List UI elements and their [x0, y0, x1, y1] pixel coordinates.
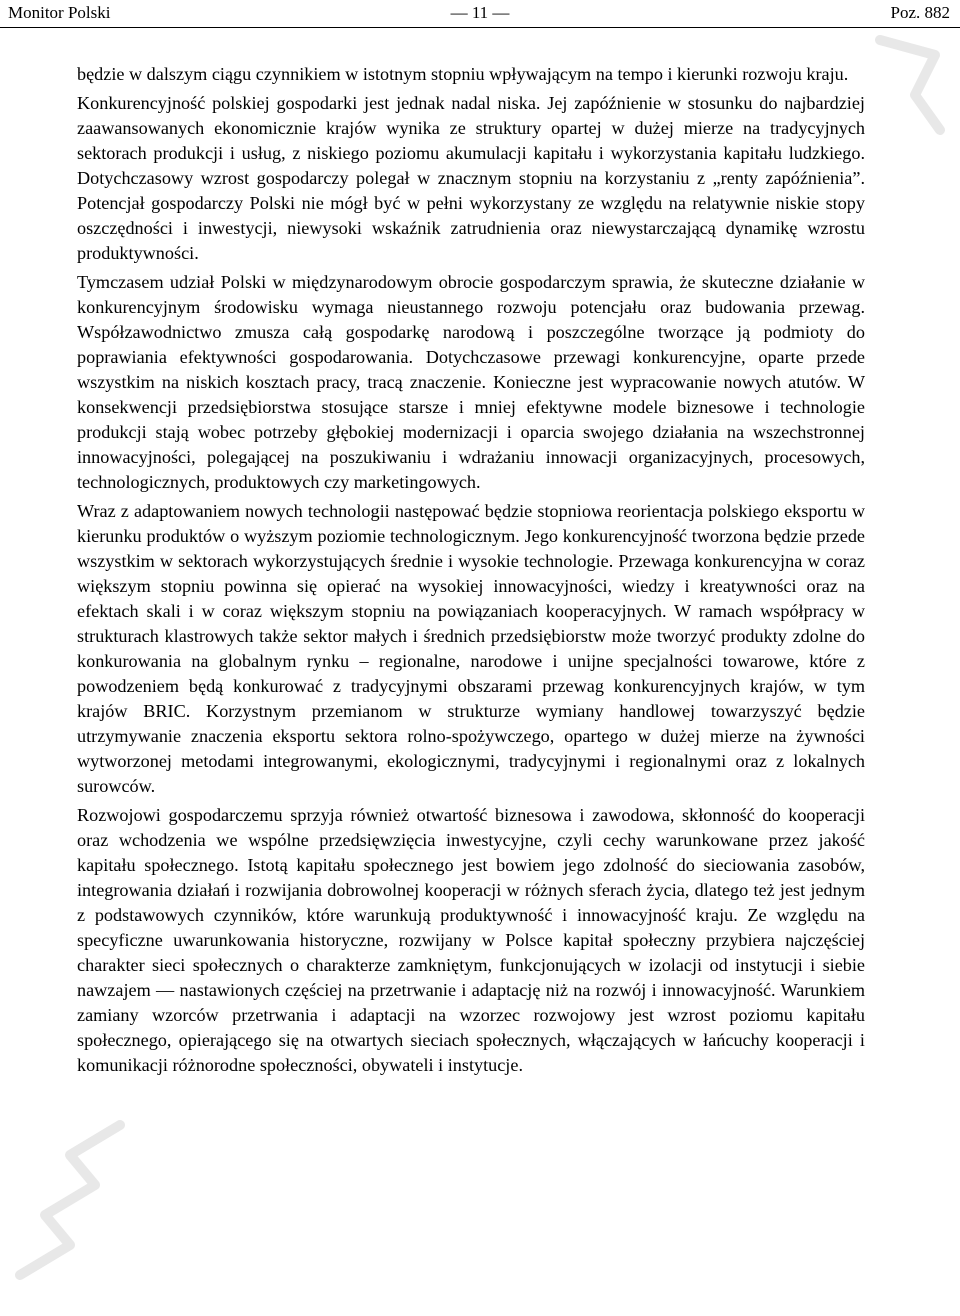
page-header [0, 0, 960, 30]
position-number: Poz. 882 [890, 3, 950, 22]
paragraph-2: Konkurencyjność polskiej gospodarki jest jednak nadal niska. Jej zapóźnienie w stosunku do najbardziej zaawansowanych ekonomicznie krajów wynika ze struktury opartej w dużej mierze na tradycyjnych sektorach produkcji i usług, z niskiego poziomu akumulacji kapitału i wykorzystania kapitału ludzkiego. Dotychczasowy wzrost gospodarczy polegał w znacznym stopniu na korzystaniu z „renty zapóźnienia”. Potencjał gospodarczy Polski nie mógł być w pełni wykorzystany ze względu na relatywnie niskie stopy oszczędności i inwestycji, niewysoki wskaźnik zatrudnienia oraz niewystarczającą dynamikę wzrostu produktywności. [77, 93, 865, 263]
publication-title: Monitor Polski [8, 3, 111, 22]
paragraph-5: Rozwojowi gospodarczemu sprzyja również otwartość biznesowa i zawodowa, skłonność do kooperacji oraz wchodzenia we wspólne przedsięwzięcia inwestycyjne, czyli cechy warunkowane przez jakość kapitału społecznego. Istotą kapitału społecznego jest bowiem jego zdolność do sieciowania zasobów, integrowania działań i rozwijania dobrowolnej kooperacji w różnych sferach życia, dlatego też jest jednym z podstawowych czynników, które warunkują produktywność i innowacyjność kraju. Ze względu na specyficzne uwarunkowania historyczne, rozwijany w Polsce kapitał społeczny przybiera najczęściej charakter sieci społecznych o charakterze zamkniętym, funkcjonujących w izolacji od instytucji i siebie nawzajem — nastawionych częściej na przetrwanie i adaptację niż na rozwój i innowacyjność. Warunkiem zamiany wzorców przetrwania i adaptacji na wzorzec rozwojowy jest wzrost poziomu kapitału społecznego, opierającego się na otwartych sieciach społecznych, włączających w łańcuchy kooperacji i komunikacji różnorodne społeczności, obywateli i instytucje. [77, 805, 865, 1075]
paragraph-1: będzie w dalszym ciągu czynnikiem w istotnym stopniu wpływającym na tempo i kierunki rozwoju kraju. [77, 64, 849, 84]
document-body [77, 62, 865, 1082]
paragraph-4: Wraz z adaptowaniem nowych technologii następować będzie stopniowa reorientacja polskiego eksportu w kierunku produktów o wyższym poziomie technologicznym. Jego konkurencyjność tworzona będzie przede wszystkim w sektorach wykorzystujących średnie i wysokie technologie. Przewaga konkurencyjna w coraz większym stopniu powinna się opierać na wysokiej innowacyjności, wiedzy i kreatywności oraz na efektach skali i w coraz większym stopniu na powiązaniach kooperacyjnych. W ramach współpracy w strukturach klastrowych także sektor małych i średnich przedsiębiorstw może tworzyć produkty zdolne do konkurowania na globalnym rynku – regionalne, narodowe i unijne specjalności towarowe, które z powodzeniem będą konkurować z tradycyjnymi obszarami przewag konkurencyjnych krajów, w tym krajów BRIC. Korzystnym przemianom w strukturze wymiany handlowej towarzyszyć będzie utrzymywanie znaczenia eksportu sektora rolno-spożywczego, opartego w dużej mierze na żywności wytworzonej metodami integrowanymi, ekologicznymi, tradycyjnymi i regionalnymi oraz z lokalnych surowców. [77, 501, 865, 796]
paragraph-3: Tymczasem udział Polski w międzynarodowym obrocie gospodarczym sprawia, że skuteczne działanie w konkurencyjnym środowisku wymaga nieustannego rozwoju potencjału oraz budowania przewag. Współzawodnictwo zmusza całą gospodarkę narodową i poszczególne tworzące ją podmioty do poprawiania efektywności gospodarowania. Dotychczasowe przewagi konkurencyjne, oparte przede wszystkim na niskich kosztach pracy, tracą znaczenie. Konieczne jest wypracowanie nowych atutów. W konsekwencji przedsiębiorstwa stosujące starsze i mniej efektywne modele biznesowe i technologie produkcji stają wobec potrzeby głębokiej modernizacji i oparcia swojego działania na wszechstronnej innowacyjności, polegającej na poszukiwaniu i wdrażaniu innowacji organizacyjnych, procesowych, technologicznych, produktowych czy marketingowych. [77, 272, 865, 492]
page-number: — 11 — [450, 3, 510, 22]
header-divider [0, 27, 960, 28]
